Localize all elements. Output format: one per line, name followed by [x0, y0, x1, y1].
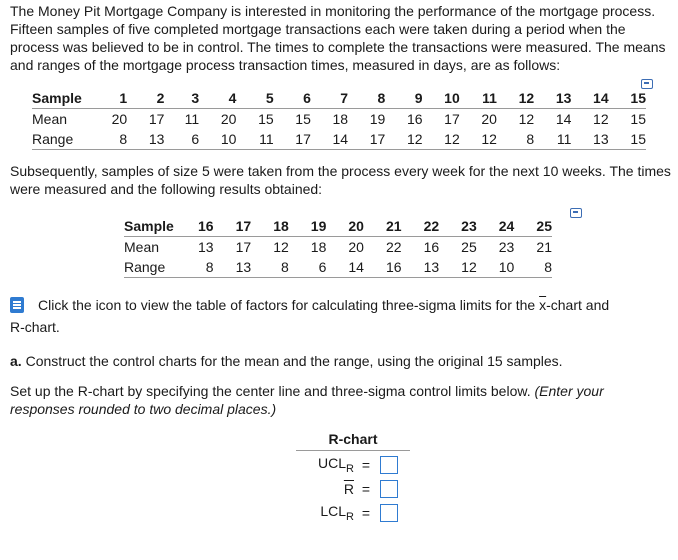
cell-mean: 15 — [258, 111, 274, 127]
cell-range: 8 — [514, 257, 552, 278]
part-a-text: Construct the control charts for the mean and the range, using the original 15 samples. — [25, 353, 563, 369]
cell-mean: 25 — [461, 239, 477, 255]
table-header-sample: 22 — [402, 216, 440, 237]
cell-range: 17 — [274, 129, 311, 150]
table-header-sample: 16 — [176, 216, 214, 237]
part-a — [10, 352, 672, 370]
cell-mean: 21 — [536, 239, 552, 255]
cell-range: 8 — [497, 129, 534, 150]
table-header-sample: 23 — [439, 216, 477, 237]
cell-range: 12 — [385, 129, 422, 150]
r-chart-title: R-chart — [296, 428, 410, 451]
cell-range: 12 — [460, 129, 497, 150]
lcl-equals: = — [361, 505, 371, 521]
cell-range: 15 — [609, 129, 646, 150]
cell-range: 14 — [326, 257, 364, 278]
cell-range: 12 — [423, 129, 460, 150]
table-header-sample: 25 — [514, 216, 552, 237]
cell-range: 13 — [571, 129, 608, 150]
cell-range: 8 — [251, 257, 289, 278]
cell-range: 12 — [439, 257, 477, 278]
setup-italic: (Enter your responses rounded to two decimal places.) — [10, 383, 604, 417]
row-label-mean: Mean — [32, 111, 68, 127]
row-label-range: Range — [32, 129, 90, 150]
cell-mean: 20 — [111, 111, 128, 127]
xbar-symbol: $\overline{x}$ — [539, 297, 547, 313]
cell-mean: 12 — [593, 111, 609, 127]
table-header-sample: 10 — [423, 88, 460, 109]
cell-mean: 22 — [385, 239, 402, 255]
cell-mean: 23 — [498, 239, 515, 255]
cell-mean: 16 — [423, 239, 440, 255]
cell-range: 14 — [311, 129, 348, 150]
lcl-row — [296, 501, 410, 525]
lcl-label: $LCL_R$ — [320, 503, 354, 523]
copy-table-icon-2[interactable] — [570, 208, 582, 218]
cell-mean: 16 — [406, 111, 423, 127]
cell-range: 11 — [534, 129, 571, 150]
table-header-sample: 21 — [364, 216, 402, 237]
table-header-sample: 11 — [460, 88, 497, 109]
table-header-sample: 17 — [214, 216, 252, 237]
setup-text: Set up the R-chart by specifying the center line and three-sigma control limits below. — [10, 383, 531, 399]
row-label-mean: Mean — [124, 239, 160, 255]
factors-text-after: -chart and — [546, 297, 610, 313]
cell-mean: 12 — [518, 111, 535, 127]
cell-mean: 18 — [332, 111, 349, 127]
cell-range: 10 — [477, 257, 515, 278]
table-row-header: Sample — [32, 88, 90, 109]
rbar-label: $\overline{R}$ — [343, 481, 354, 497]
cell-mean: 14 — [555, 111, 572, 127]
table-header-sample: 15 — [609, 88, 646, 109]
cell-mean: 11 — [184, 111, 200, 127]
table-header-sample: 20 — [326, 216, 364, 237]
table-row-header: Sample — [124, 216, 176, 237]
cell-mean: 15 — [630, 111, 646, 127]
initial-samples-table — [32, 88, 646, 150]
cell-mean: 13 — [198, 239, 214, 255]
part-a-label: a. — [10, 353, 22, 369]
table-header-sample: 4 — [199, 88, 236, 109]
factors-paragraph — [10, 294, 672, 338]
table-header-sample: 7 — [311, 88, 348, 109]
cell-range: 16 — [364, 257, 402, 278]
table-header-sample: 3 — [164, 88, 199, 109]
table-header-sample: 19 — [289, 216, 327, 237]
cell-range: 11 — [236, 129, 273, 150]
table-header-sample: 18 — [251, 216, 289, 237]
cell-mean: 20 — [220, 111, 237, 127]
table-header-sample: 1 — [90, 88, 127, 109]
cell-range: 8 — [90, 129, 127, 150]
problem-intro: The Money Pit Mortgage Company is interested in monitoring the performance of the mortgage process. Fifteen samples of five completed mortgage transactions each were taken during a period when the process was believed to be in control. The times to complete the transactions were measured. The means and ranges of the mortgage process transaction times, measured in days, are as follows: — [10, 3, 666, 73]
cell-mean: 15 — [295, 111, 311, 127]
cell-range: 6 — [164, 129, 199, 150]
center-equals: = — [361, 481, 371, 497]
cell-mean: 17 — [444, 111, 460, 127]
cell-range: 6 — [289, 257, 327, 278]
table-header-sample: 9 — [385, 88, 422, 109]
cell-range: 13 — [127, 129, 164, 150]
ucl-row — [296, 453, 410, 477]
cell-mean: 17 — [235, 239, 252, 255]
cell-mean: 20 — [348, 239, 364, 255]
cell-range: 17 — [348, 129, 385, 150]
table-header-sample: 2 — [127, 88, 164, 109]
r-chart-input-table — [296, 428, 410, 525]
ucl-equals: = — [361, 457, 371, 473]
cell-range: 13 — [214, 257, 252, 278]
table-header-sample: 8 — [348, 88, 385, 109]
cell-range: 8 — [176, 257, 214, 278]
lcl-input[interactable] — [380, 504, 398, 522]
table-header-sample: 13 — [534, 88, 571, 109]
cell-mean: 20 — [481, 111, 497, 127]
subsequent-samples-table — [124, 216, 552, 278]
cell-mean: 19 — [369, 111, 386, 127]
cell-range: 10 — [199, 129, 236, 150]
cell-mean: 18 — [310, 239, 327, 255]
setup-instructions — [10, 382, 672, 418]
table-header-sample: 14 — [571, 88, 608, 109]
row-label-range: Range — [124, 257, 176, 278]
cell-mean: 17 — [148, 111, 165, 127]
center-row — [296, 477, 410, 501]
table-header-sample: 5 — [236, 88, 273, 109]
cell-mean: 12 — [273, 239, 289, 255]
factors-text-line2: R-chart. — [10, 319, 60, 335]
table-header-sample: 12 — [497, 88, 534, 109]
rbar-input[interactable] — [380, 480, 398, 498]
ucl-label: $UCL_R$ — [318, 455, 354, 475]
book-icon[interactable] — [10, 297, 24, 313]
ucl-input[interactable] — [380, 456, 398, 474]
table-header-sample: 6 — [274, 88, 311, 109]
subsequent-text: Subsequently, samples of size 5 were taken from the process every week for the next 10 weeks. The times were measured and the following results obtained: — [10, 163, 671, 197]
cell-range: 13 — [402, 257, 440, 278]
factors-text: Click the icon to view the table of factors for calculating three-sigma limits for the — [38, 297, 540, 313]
table-header-sample: 24 — [477, 216, 515, 237]
